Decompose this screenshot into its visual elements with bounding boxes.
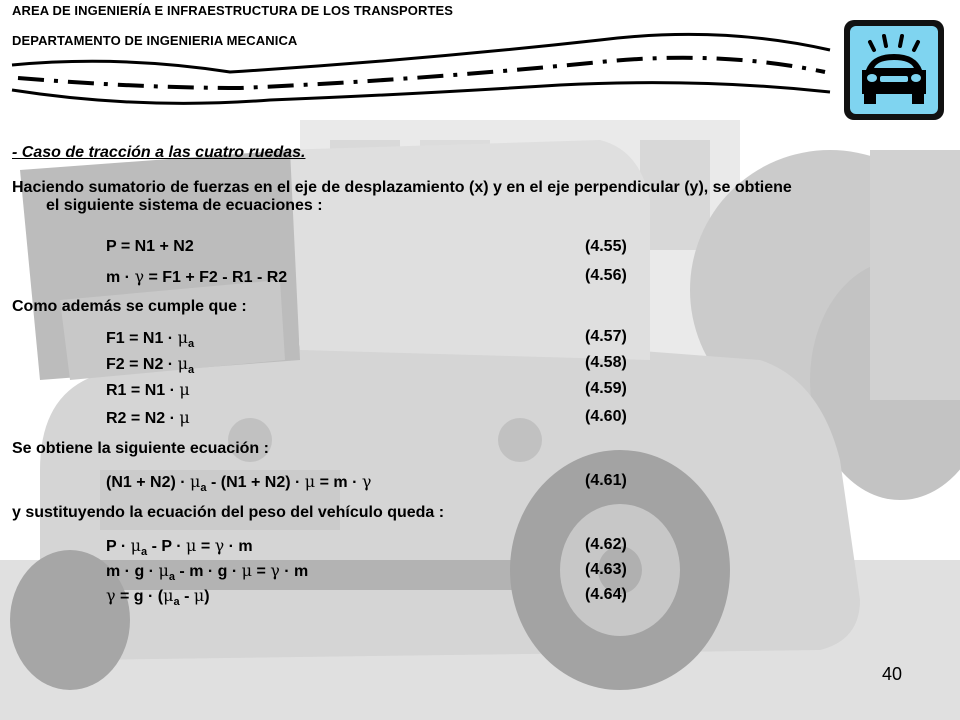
header-area-title: AREA DE INGENIERÍA E INFRAESTRUCTURA DE LOS TRANSPORTES xyxy=(12,3,454,18)
equation-4-61: $(N1 + N2) \cdot \mu_a - (N1 + N2) \cdot \mu = m \cdot \gamma$ xyxy=(106,472,372,495)
road-decoration xyxy=(0,0,960,140)
equation-4-62: $P \cdot \mu_a - P \cdot \mu = \gamma \cdot m$ xyxy=(106,536,253,559)
equation-4-57: $F1 = N1 \cdot \mu_a$ xyxy=(106,328,195,351)
equation-number: (4.61) xyxy=(585,472,627,489)
equation-number: (4.63) xyxy=(585,561,627,578)
intro-line-1: Haciendo sumatorio de fuerzas en el eje de desplazamiento (x) y en el eje perpendicular (y), se obtiene xyxy=(12,179,792,196)
page-number: 40 xyxy=(882,664,903,684)
equation-4-60: R2 = N2 · μ xyxy=(106,408,190,427)
paragraph-ademas: Como además se cumple que : xyxy=(12,298,247,315)
equation-number: (4.64) xyxy=(585,586,627,603)
equation-number: (4.60) xyxy=(585,408,627,425)
equation-number: (4.56) xyxy=(585,267,627,284)
section-title: - Caso de tracción a las cuatro ruedas. xyxy=(12,144,306,161)
paragraph-sustituyendo: y sustituyendo la ecuación del peso del vehículo queda : xyxy=(12,504,445,521)
equation-4-59: R1 = N1 · μ xyxy=(106,380,190,399)
equation-number: (4.59) xyxy=(585,380,627,397)
car-icon xyxy=(842,18,946,122)
equation-4-58: $F2 = N2 \cdot \mu_a$ xyxy=(106,354,195,377)
equation-4-56: m · γ = F1 + F2 - R1 - R2 xyxy=(106,267,288,286)
equation-number: (4.55) xyxy=(585,238,627,255)
equation-number: (4.62) xyxy=(585,536,627,553)
equation-number: (4.58) xyxy=(585,354,627,371)
header-department: DEPARTAMENTO DE INGENIERIA MECANICA xyxy=(12,33,298,48)
intro-line-2: el siguiente sistema de ecuaciones : xyxy=(46,197,323,214)
paragraph-obtiene: Se obtiene la siguiente ecuación : xyxy=(12,440,269,457)
equation-number: (4.57) xyxy=(585,328,627,345)
equation-4-64: $\gamma = g \cdot (\mu_a - \mu)$ xyxy=(106,586,210,609)
equation-4-55: P = N1 + N2 xyxy=(106,238,194,255)
equation-4-63: $m \cdot g \cdot \mu_a - m \cdot g \cdot \mu = \gamma \cdot m$ xyxy=(106,561,309,584)
